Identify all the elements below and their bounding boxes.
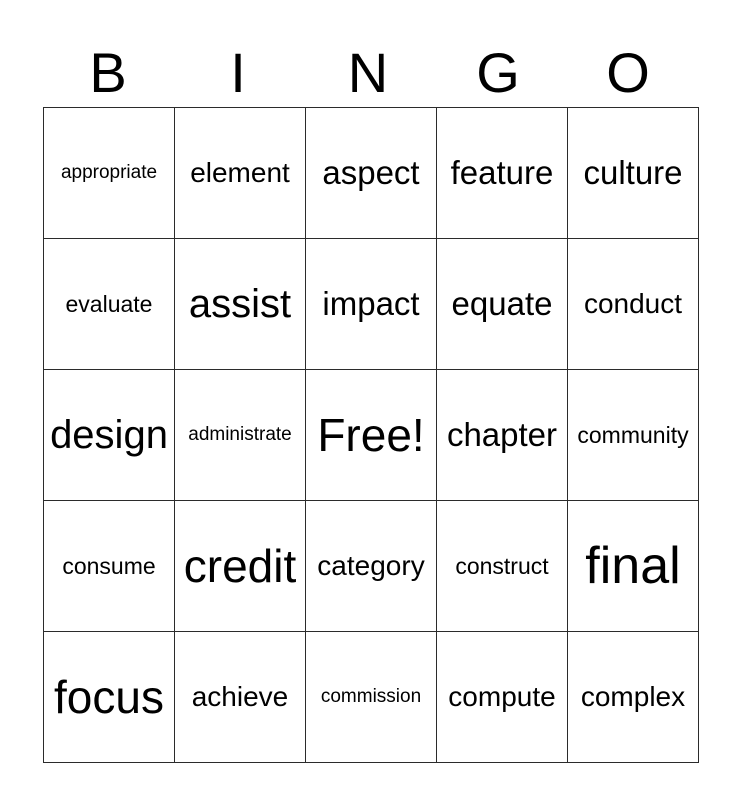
- bingo-cell[interactable]: construct: [437, 501, 568, 632]
- board-row: [44, 501, 699, 632]
- board-row: [44, 239, 699, 370]
- header-letter-n: N: [347, 41, 389, 104]
- bingo-cell[interactable]: focus: [44, 632, 175, 763]
- bingo-cell[interactable]: community: [568, 370, 699, 501]
- bingo-cell[interactable]: complex: [568, 632, 699, 763]
- bingo-cell[interactable]: feature: [437, 108, 568, 239]
- bingo-cell[interactable]: element: [175, 108, 306, 239]
- bingo-cell[interactable]: credit: [175, 501, 306, 632]
- board-row: [44, 108, 699, 239]
- bingo-cell[interactable]: final: [568, 501, 699, 632]
- free-space-cell[interactable]: Free!: [306, 370, 437, 501]
- bingo-cell[interactable]: chapter: [437, 370, 568, 501]
- bingo-cell[interactable]: culture: [568, 108, 699, 239]
- bingo-cell[interactable]: achieve: [175, 632, 306, 763]
- bingo-cell[interactable]: aspect: [306, 108, 437, 239]
- board-row: [44, 370, 699, 501]
- header-letter-o: O: [606, 41, 650, 104]
- header-letter-g: G: [476, 41, 520, 104]
- bingo-header: [43, 38, 693, 108]
- bingo-cell[interactable]: impact: [306, 239, 437, 370]
- bingo-board: [43, 107, 699, 763]
- bingo-cell[interactable]: category: [306, 501, 437, 632]
- bingo-cell[interactable]: consume: [44, 501, 175, 632]
- bingo-cell[interactable]: design: [44, 370, 175, 501]
- header-letter-b: B: [89, 41, 127, 104]
- board-row: [44, 632, 699, 763]
- bingo-cell[interactable]: assist: [175, 239, 306, 370]
- bingo-cell[interactable]: appropriate: [44, 108, 175, 239]
- bingo-cell[interactable]: commission: [306, 632, 437, 763]
- bingo-cell[interactable]: compute: [437, 632, 568, 763]
- bingo-cell[interactable]: conduct: [568, 239, 699, 370]
- header-letter-i: I: [230, 41, 246, 104]
- bingo-cell[interactable]: administrate: [175, 370, 306, 501]
- bingo-cell[interactable]: equate: [437, 239, 568, 370]
- bingo-cell[interactable]: evaluate: [44, 239, 175, 370]
